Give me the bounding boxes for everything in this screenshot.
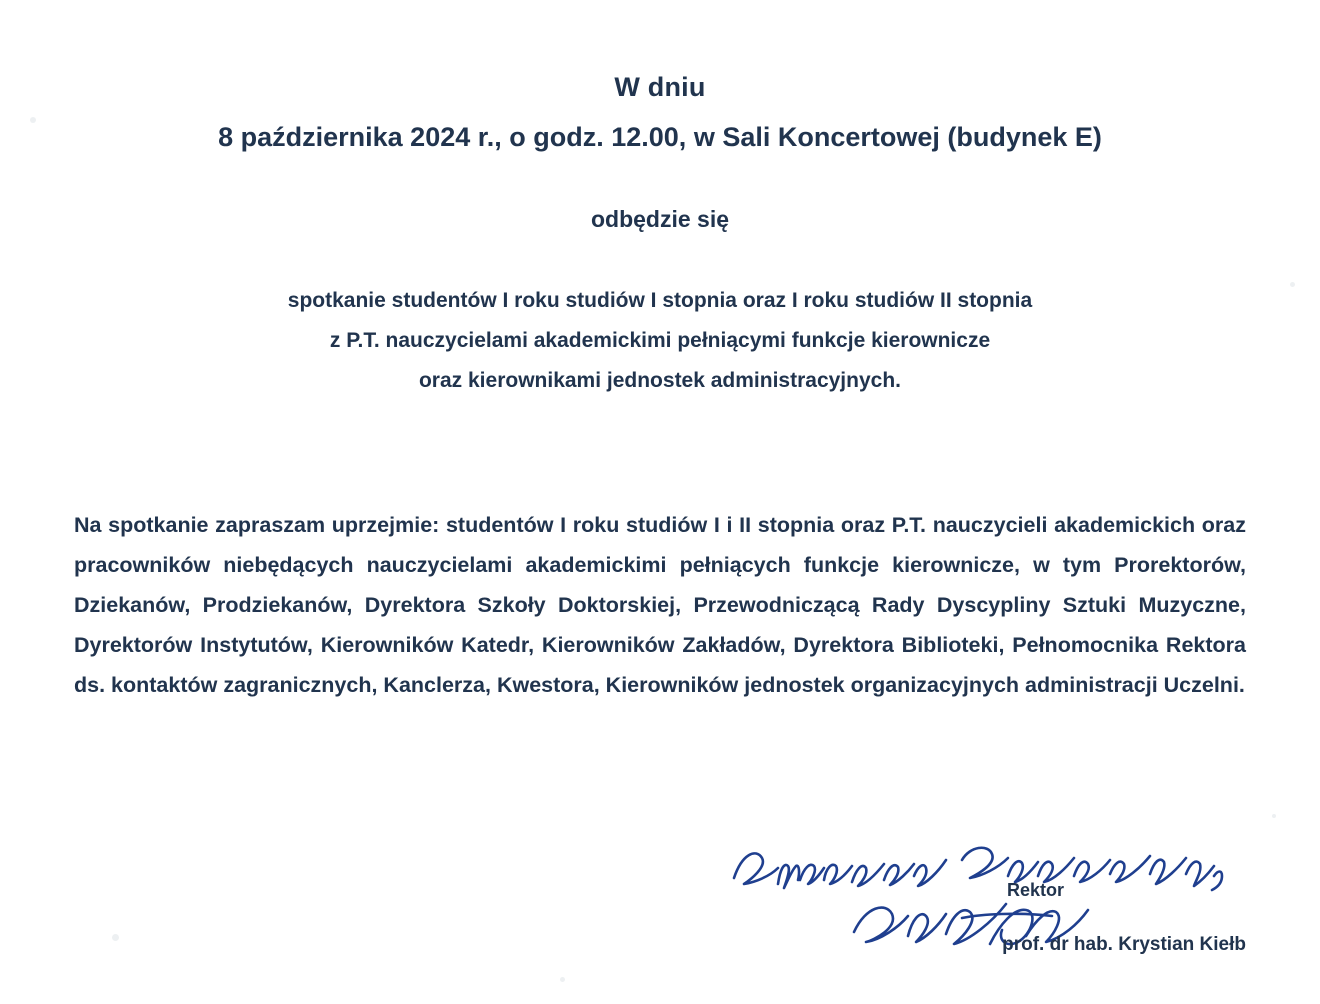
handwritten-signature-icon — [726, 840, 1246, 980]
scan-speckle — [112, 934, 119, 941]
event-description — [0, 281, 1320, 401]
scan-speckle — [1290, 282, 1295, 287]
document-page — [0, 72, 1320, 1004]
document-heading — [0, 72, 1320, 233]
event-line-1: spotkanie studentów I roku studiów I stopnia oraz I roku studiów II stopnia — [287, 289, 1033, 312]
heading-line-3: odbędzie się — [590, 206, 730, 232]
scan-speckle — [30, 117, 36, 123]
scan-speckle — [560, 977, 565, 982]
signature-name: prof. dr hab. Krystian Kiełb — [1002, 934, 1246, 955]
event-line-3: oraz kierownikami jednostek administracyjnych. — [418, 369, 901, 392]
heading-line-date: 8 października 2024 r., o godz. 12.00, w Sali Koncertowej (budynek E) — [218, 122, 1102, 152]
heading-line-1: W dniu — [614, 72, 706, 102]
invitation-paragraph: Na spotkanie zapraszam uprzejmie: studentów I roku studiów I i II stopnia oraz P.T. nauczycieli akademickich oraz pracowników niebędących nauczycielami akademickimi pełniących funkcje kierownicze, w tym Prorektorów, Dziekanów, Prodziekanów, Dyrektora Szkoły Doktorskiej, Przewodniczącą Rady Dyscypliny Sztuki Muzyczne, Dyrektorów Instytutów, Kierowników Katedr, Kierowników Zakładów, Dyrektora Biblioteki, Pełnomocnika Rektora ds. kontaktów zagranicznych, Kanclerza, Kwestora, Kierowników jednostek organizacyjnych administracji Uczelni. — [74, 513, 1246, 697]
invitation-body — [74, 505, 1246, 705]
signature-block — [726, 840, 1246, 980]
event-line-2: z P.T. nauczycielami akademickimi pełniącymi funkcje kierownicze — [329, 329, 991, 352]
scan-speckle — [1272, 814, 1276, 818]
signature-title: Rektor — [1006, 880, 1064, 900]
